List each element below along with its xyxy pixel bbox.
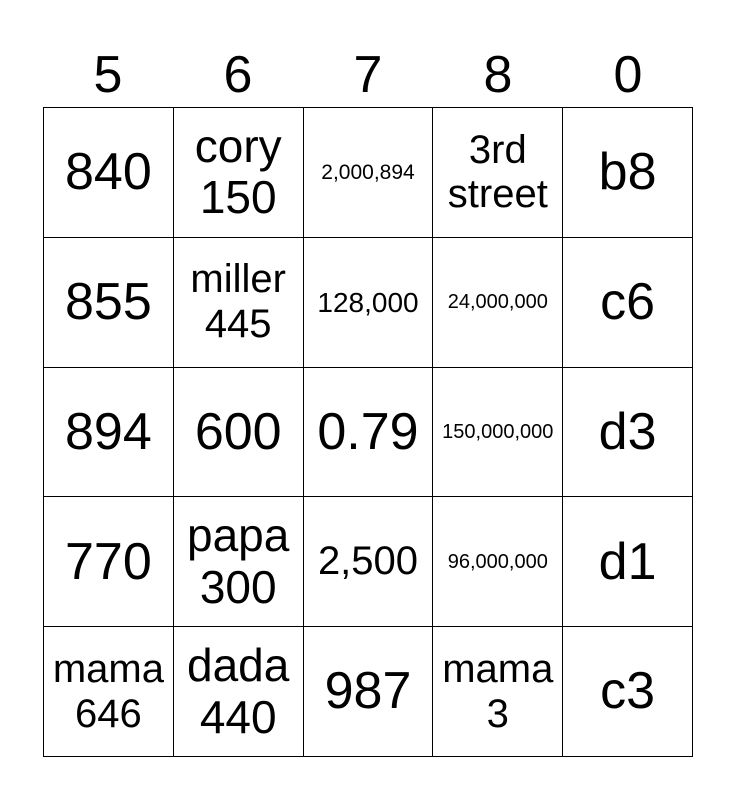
board-cell[interactable]: 150,000,000 — [433, 368, 563, 498]
board-cell[interactable]: 600 — [174, 368, 304, 498]
header-cell: 6 — [223, 46, 253, 104]
header-cell: 5 — [93, 46, 123, 104]
board-cell[interactable]: d3 — [563, 368, 693, 498]
board-cell[interactable]: c6 — [563, 238, 693, 368]
board-cell[interactable]: 96,000,000 — [433, 497, 563, 627]
board-cell[interactable]: dada 440 — [174, 627, 304, 757]
header-cell: 8 — [483, 46, 513, 104]
header-cell: 0 — [613, 46, 643, 104]
header-cell: 7 — [353, 46, 383, 104]
board-cell[interactable]: 855 — [44, 238, 174, 368]
board-cell[interactable]: 128,000 — [304, 238, 434, 368]
header-row — [43, 42, 693, 108]
board-cell[interactable]: b8 — [563, 108, 693, 238]
board-cell[interactable]: 2,000,894 — [304, 108, 434, 238]
board-cell[interactable]: 894 — [44, 368, 174, 498]
board-cell[interactable]: 840 — [44, 108, 174, 238]
board-cell[interactable]: 987 — [304, 627, 434, 757]
board-cell[interactable]: 770 — [44, 497, 174, 627]
board-cell[interactable]: 3rd street — [433, 108, 563, 238]
board-cell[interactable]: 0.79 — [304, 368, 434, 498]
board-cell[interactable]: papa 300 — [174, 497, 304, 627]
board-cell[interactable]: 24,000,000 — [433, 238, 563, 368]
board-cell[interactable]: mama 646 — [44, 627, 174, 757]
board-cell[interactable]: d1 — [563, 497, 693, 627]
bingo-board — [43, 107, 693, 757]
board-cell[interactable]: miller 445 — [174, 238, 304, 368]
board-cell[interactable]: cory 150 — [174, 108, 304, 238]
board-cell[interactable]: mama 3 — [433, 627, 563, 757]
board-cell[interactable]: c3 — [563, 627, 693, 757]
board-cell[interactable]: 2,500 — [304, 497, 434, 627]
